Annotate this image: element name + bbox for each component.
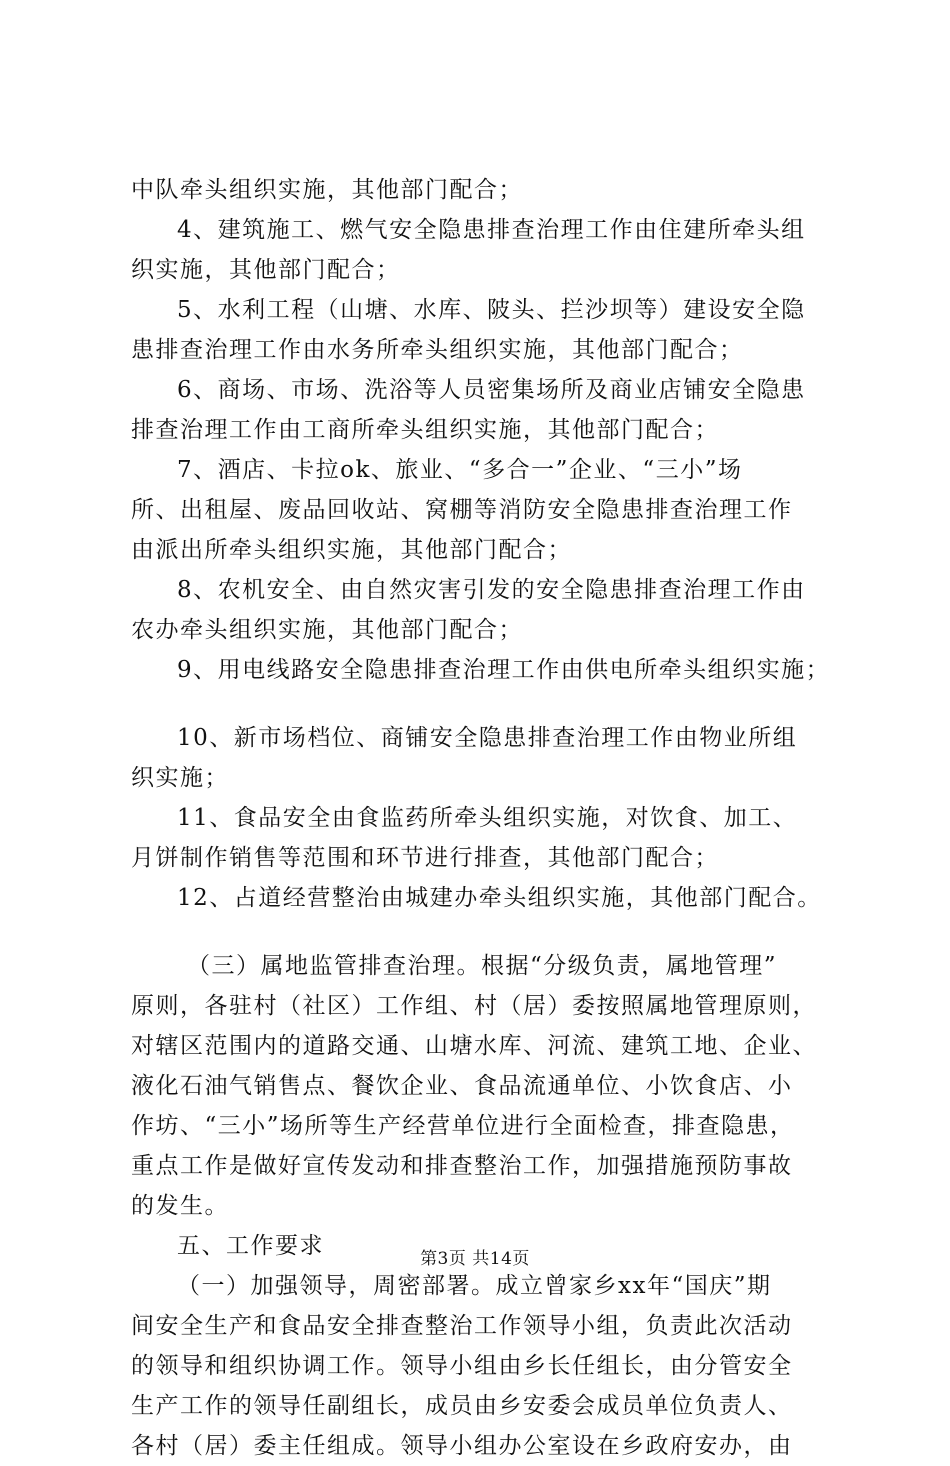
document-body bbox=[131, 170, 843, 1466]
text-line: 由派出所牵头组织实施，其他部门配合； bbox=[131, 537, 572, 563]
text-line: 所、出租屋、废品回收站、窝棚等消防安全隐患排查治理工作 bbox=[131, 497, 793, 523]
text-line: 5、水利工程（山塘、水库、陂头、拦沙坝等）建设安全隐 bbox=[177, 297, 806, 323]
text-line: 织实施； bbox=[131, 765, 229, 791]
section-heading: 五、工作要求 bbox=[177, 1233, 324, 1259]
text-line: 9、用电线路安全隐患排查治理工作由供电所牵头组织实施； bbox=[177, 657, 831, 683]
text-line: 7、酒店、卡拉ok、旅业、“多合一”企业、“三小”场 bbox=[177, 457, 743, 483]
text-line: （三）属地监管排查治理。根据“分级负责，属地管理” bbox=[187, 953, 778, 979]
text-line: 作坊、“三小”场所等生产经营单位进行全面检查，排查隐患， bbox=[131, 1113, 795, 1139]
text-line: 月饼制作销售等范围和环节进行排查，其他部门配合； bbox=[131, 845, 719, 871]
text-line: 各村（居）委主任组成。领导小组办公室设在乡政府安办，由 bbox=[131, 1433, 793, 1459]
text-line: 的领导和组织协调工作。领导小组由乡长任组长，由分管安全 bbox=[131, 1353, 793, 1379]
text-line: 生产工作的领导任副组长，成员由乡安委会成员单位负责人、 bbox=[131, 1393, 793, 1419]
text-line: （一）加强领导，周密部署。成立曾家乡xx年“国庆”期 bbox=[177, 1273, 772, 1299]
text-line: 间安全生产和食品安全排查整治工作领导小组，负责此次活动 bbox=[131, 1313, 793, 1339]
text-line: 11、食品安全由食监药所牵头组织实施，对饮食、加工、 bbox=[177, 805, 798, 831]
text-line: 液化石油气销售点、餐饮企业、食品流通单位、小饮食店、小 bbox=[131, 1073, 793, 1099]
text-line: 中队牵头组织实施，其他部门配合； bbox=[131, 177, 523, 203]
text-line: 排查治理工作由工商所牵头组织实施，其他部门配合； bbox=[131, 417, 719, 443]
paragraph-gap bbox=[131, 918, 843, 946]
text-line: 对辖区范围内的道路交通、山塘水库、河流、建筑工地、企业、 bbox=[131, 1033, 817, 1059]
text-line: 患排查治理工作由水务所牵头组织实施，其他部门配合； bbox=[131, 337, 744, 363]
text-line: 6、商场、市场、洗浴等人员密集场所及商业店铺安全隐患 bbox=[177, 377, 806, 403]
text-line: 12、占道经营整治由城建办牵头组织实施，其他部门配合。 bbox=[177, 885, 822, 911]
text-line: 的发生。 bbox=[131, 1193, 229, 1219]
text-line: 4、建筑施工、燃气安全隐患排查治理工作由住建所牵头组 bbox=[177, 217, 806, 243]
text-line: 原则，各驻村（社区）工作组、村（居）委按照属地管理原则， bbox=[131, 993, 817, 1019]
text-line: 8、农机安全、由自然灾害引发的安全隐患排查治理工作由 bbox=[177, 577, 806, 603]
text-line: 10、新市场档位、商铺安全隐患排查治理工作由物业所组 bbox=[177, 725, 798, 751]
text-line: 重点工作是做好宣传发动和排查整治工作，加强措施预防事故 bbox=[131, 1153, 793, 1179]
page-number-footer: 第3页 共14页 bbox=[420, 1249, 530, 1269]
text-line: 农办牵头组织实施，其他部门配合； bbox=[131, 617, 523, 643]
text-line: 织实施，其他部门配合； bbox=[131, 257, 401, 283]
paragraph-gap bbox=[131, 690, 843, 718]
